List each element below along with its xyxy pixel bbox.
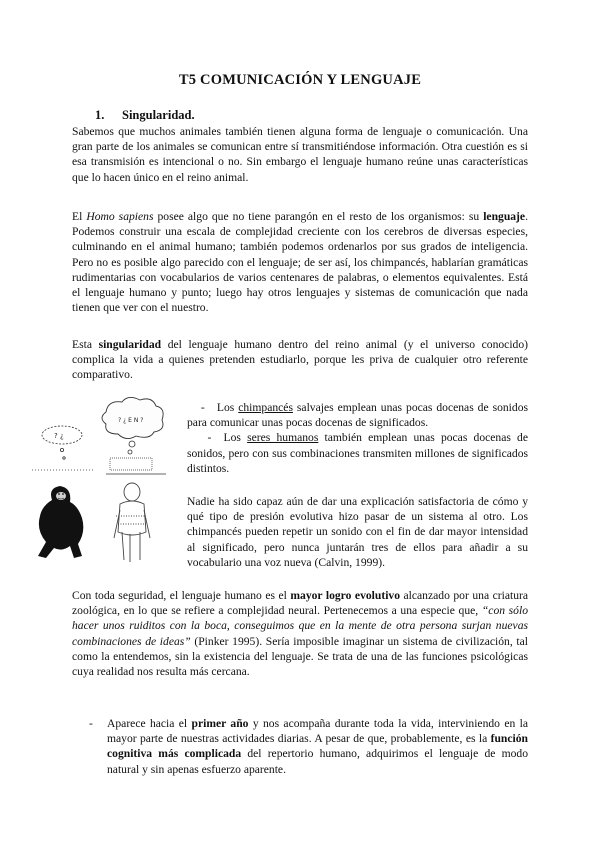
section-number: 1. xyxy=(95,108,105,122)
features-list xyxy=(87,716,528,777)
paragraph-logro-evolutivo: Con toda seguridad, el lenguaje humano es el mayor logro evolutivo alcanzado por una criatura zoológica, en lo que se refiere a complejidad neural. Pertenecemos a una especie que, “con sólo hacer unos ruiditos con la boca, conseguimos que en la mente de otra persona surjan nuevas combinaciones de ideas” (Pinker 1995). Sería imposible imaginar un sistema de civilización, tal como la entendemos, sin la existencia del lenguaje. Se trata de una de las funciones psicológicas cuya realidad nos resulta más cercana. xyxy=(72,589,528,679)
keyword-mayor-logro: mayor logro evolutivo xyxy=(290,589,401,602)
keyword-primer-ano: primer año xyxy=(191,717,249,730)
paragraph-explicacion: Nadie ha sido capaz aún de dar una explicación satisfactoria de cómo y qué tipo de presión evolutiva hizo pasar de un sistema al otro. Los chimpancés pueden repetir un sonido con el fin de dar mayor intensidad al significado, pero nunca juntarán tres de ellos para añadir a su vocabulario una voz nueva (Calvin, 1999). xyxy=(187,495,528,569)
keyword-lenguaje: lenguaje xyxy=(483,210,526,223)
section-heading xyxy=(95,108,195,123)
pinker-quote: “con sólo hacer unos ruiditos con la boca, conseguimos que en la mente de otra persona surjan nuevas combinaciones de ideas” xyxy=(72,604,528,648)
human-thought-cloud xyxy=(102,397,166,474)
cloud-text: ? ¿ xyxy=(54,432,64,440)
comparison-list xyxy=(187,400,528,476)
list-item-seres-humanos: - Los seres humanos también emplean unas pocas docenas de sonidos, pero con sus combinaciones transmiten millones de significados distintos. xyxy=(187,431,528,475)
keyword-singularidad: singularidad xyxy=(98,338,162,351)
list-item-chimpances: - Los chimpancés salvajes emplean unas pocas docenas de sonidos para comunicar unas pocas docenas de significados. xyxy=(187,401,529,430)
paragraph-singularidad: Esta singularidad del lenguaje humano dentro del reino animal (y el universo conocido) complica la vida a quienes pretenden estudiarlo, porque les priva de cualquier otro referente comparativo. xyxy=(72,338,529,382)
underlined-chimpances: chimpancés xyxy=(238,401,293,414)
chimp-human-illustration xyxy=(28,392,188,564)
human-cloud-text: ? ¿ E N ? xyxy=(118,417,144,424)
keyword-funcion-cognitiva: función cognitiva más complicada xyxy=(107,732,528,761)
underlined-seres-humanos: seres humanos xyxy=(247,431,319,445)
chimpanzee-figure xyxy=(38,486,83,558)
list-item-primer-ano: - Aparece hacia el primer año y nos acompaña durante toda la vida, interviniendo en la mayor parte de nuestras actividades diarias. A pesar de que, probablemente, es la función cognitiva más complicada del repertorio humano, adquirimos el lenguaje de modo natural y sin apenas esfuerzo aparente. xyxy=(89,717,529,776)
human-figure xyxy=(114,483,150,562)
chimp-thought-cloud xyxy=(32,426,94,470)
paragraph-intro: Sabemos que muchos animales también tienen alguna forma de lenguaje o comunicación. Una gran parte de los animales se comunican entre sí transmitiéndose información. Otra cuestión es si esa transmisión es intencional o no. Sin embargo el lenguaje humano reúne unas características que lo hacen único en el reino animal. xyxy=(72,125,528,184)
species-name: Homo sapiens xyxy=(86,210,154,223)
paragraph-homo-sapiens: El Homo sapiens posee algo que no tiene parangón en el resto de los organismos: su lenguaje. Podemos construir una escala de complejidad creciente con los cerebros de diversas especies, culminando en el animal humano; también podemos ordenarlos por sus grados de inteligencia. Pero no es posible algo parecido con el lenguaje; de ser así, los chimpancés, hablarían gramáticas rudimentarias con vocabularios de varios centenares de palabras, o elementos equivalentes. Está el lenguaje humano y punto; luego hay otros lenguajes y sistemas de comunicación que nada tienen que ver con el nuestro. xyxy=(72,210,528,315)
document-title: T5 COMUNICACIÓN Y LENGUAJE xyxy=(178,72,422,88)
section-title: Singularidad. xyxy=(122,108,195,122)
